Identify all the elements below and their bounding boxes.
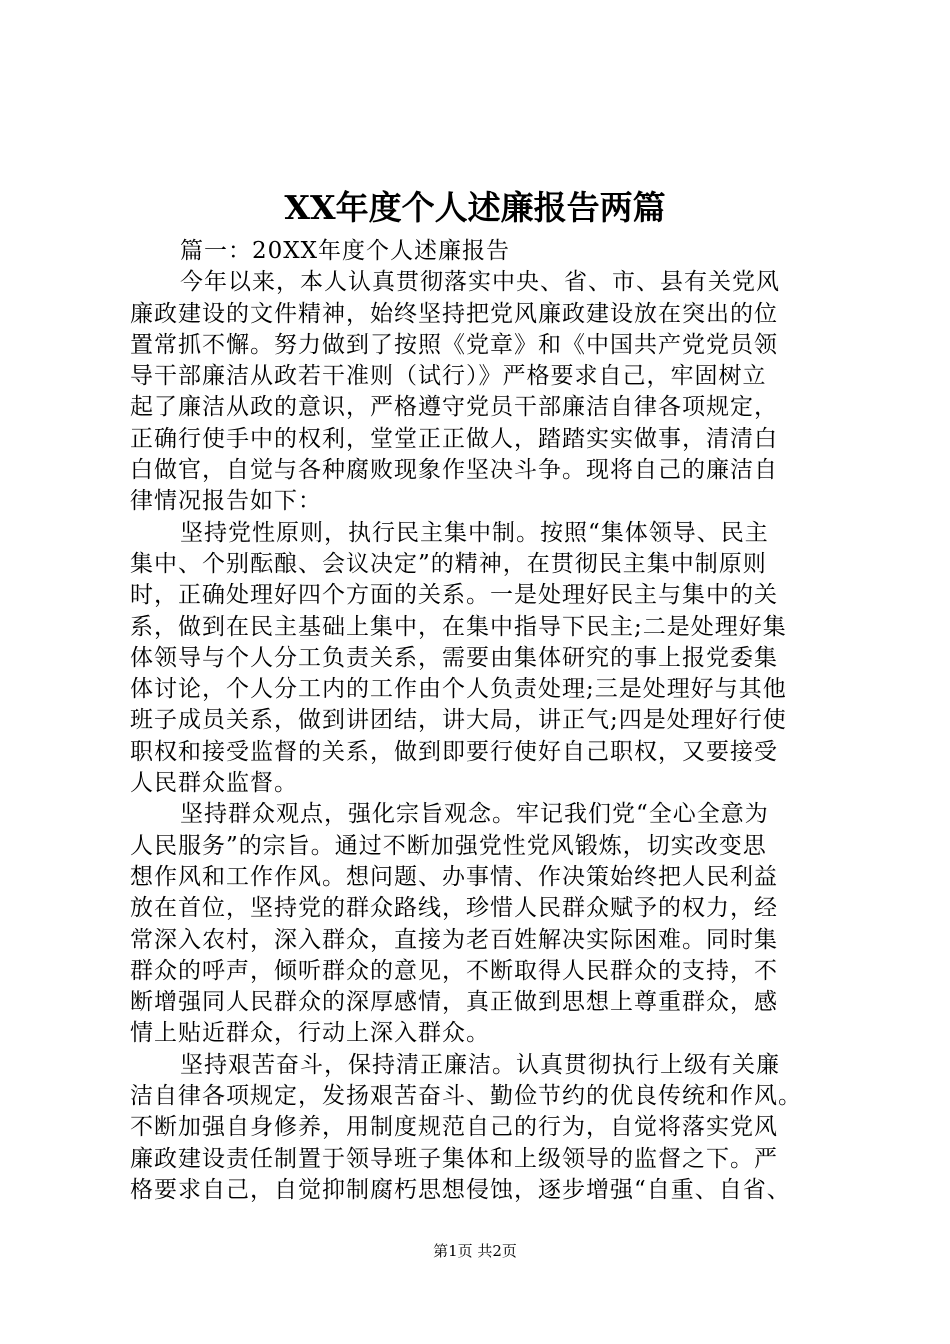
document-title: XX年度个人述廉报告两篇 [284,188,666,227]
text-line: 常深入农村，深入群众，直接为老百姓解决实际困难。同时集 [130,926,778,953]
text-line: 系，做到在民主基础上集中，在集中指导下民主;二是处理好集 [130,613,787,640]
text-line: 情上贴近群众，行动上深入群众。 [130,1020,490,1047]
text-line: 篇一：20XX年度个人述廉报告 [180,238,511,264]
text-line: 洁自律各项规定，发扬艰苦奋斗、勤俭节约的优良传统和作风。 [130,1083,802,1110]
text-line: 时，正确处理好四个方面的关系。一是处理好民主与集中的关 [130,582,778,609]
text-line: 人民群众监督。 [130,770,298,797]
text-line: 格要求自己，自觉抑制腐朽思想侵蚀，逐步增强“自重、自省、 [130,1176,791,1203]
text-line: 断增强同人民群众的深厚感情，真正做到思想上尊重群众，感 [130,989,778,1016]
text-line: 不断加强自身修养，用制度规范自己的行为，自觉将落实党风 [130,1114,778,1141]
text-line: 体讨论，个人分工内的工作由个人负责处理;三是处理好与其他 [130,676,787,703]
text-line: 起了廉洁从政的意识，严格遵守党员干部廉洁自律各项规定， [130,394,778,421]
text-line: 职权和接受监督的关系，做到即要行使好自己职权，又要接受 [130,738,778,765]
text-line: 坚持艰苦奋斗，保持清正廉洁。认真贯彻执行上级有关廉 [180,1051,780,1078]
text-line: 今年以来，本人认真贯彻落实中央、省、市、县有关党风 [180,269,780,296]
text-line: 廉政建设责任制置于领导班子集体和上级领导的监督之下。严 [130,1145,778,1172]
text-line: 想作风和工作作风。想问题、办事情、作决策始终把人民利益 [130,863,778,890]
text-line: 正确行使手中的权利，堂堂正正做人，踏踏实实做事，清清白 [130,425,778,452]
text-line: 体领导与个人分工负责关系，需要由集体研究的事上报党委集 [130,644,778,671]
text-line: 群众的呼声，倾听群众的意见，不断取得人民群众的支持，不 [130,957,778,984]
text-line: 导干部廉洁从政若干准则（试行）》严格要求自己，牢固树立 [130,363,767,390]
text-line: 白做官，自觉与各种腐败现象作坚决斗争。现将自己的廉洁自 [130,457,778,484]
document-body [130,236,834,1206]
text-line: 坚持群众观点，强化宗旨观念。牢记我们党“全心全意为 [180,801,769,828]
text-line: 坚持党性原则，执行民主集中制。按照“集体领导、民主 [180,519,769,546]
page-footer: 第1页 共2页 [433,1242,517,1260]
text-line: 廉政建设的文件精神，始终坚持把党风廉政建设放在突出的位 [130,300,778,327]
text-line: 人民服务”的宗旨。通过不断加强党性党风锻炼，切实改变思 [130,832,767,859]
text-line: 置常抓不懈。努力做到了按照《党章》和《中国共产党党员领 [130,331,778,358]
text-line: 律情况报告如下： [130,488,322,515]
text-line: 班子成员关系，做到讲团结，讲大局，讲正气;四是处理好行使 [130,707,787,734]
text-line: 放在首位，坚持党的群众路线，珍惜人民群众赋予的权力，经 [130,895,778,922]
text-line: 集中、个别酝酿、会议决定”的精神，在贯彻民主集中制原则 [130,550,767,577]
